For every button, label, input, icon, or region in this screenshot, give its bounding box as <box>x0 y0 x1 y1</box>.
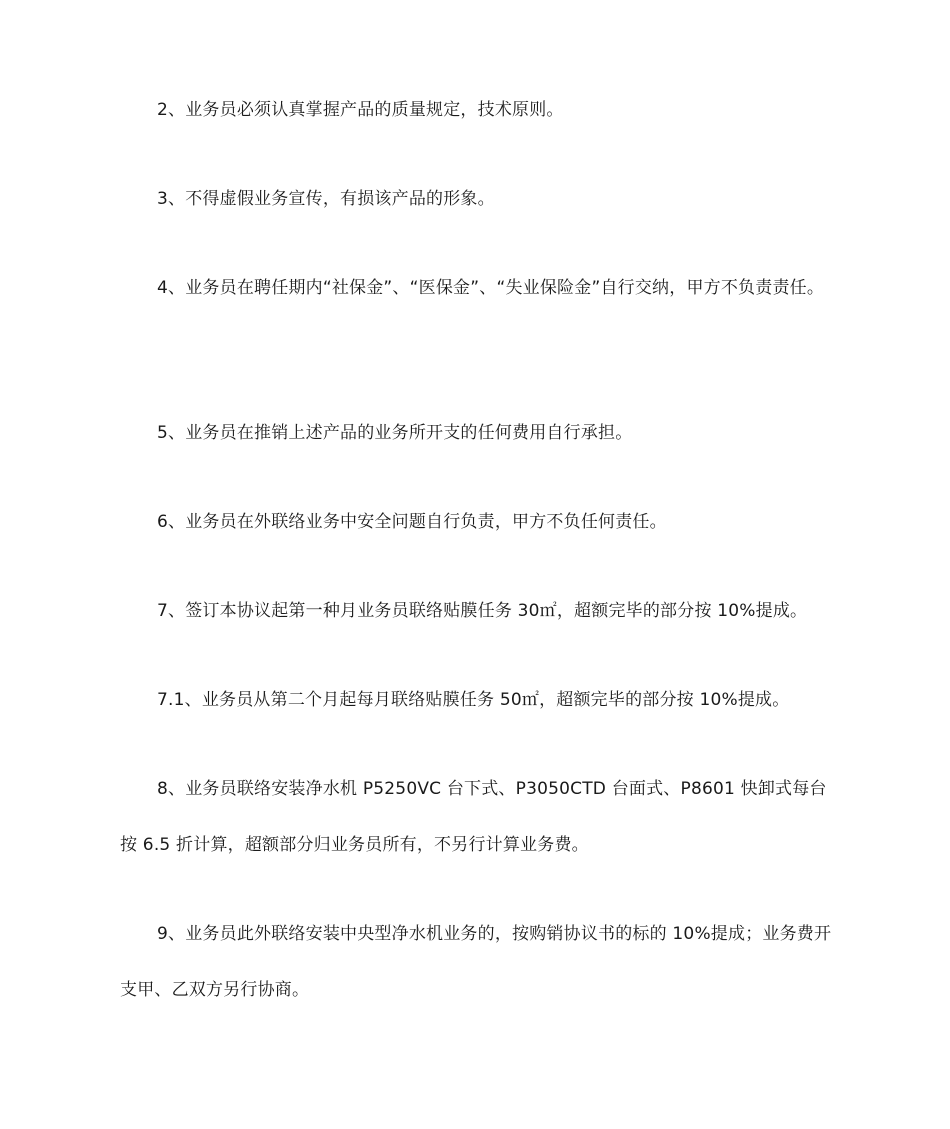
clause-4: 4、业务员在聘任期内“社保金”、“医保金”、“失业保险金”自行交纳，甲方不负责责任。 <box>157 278 825 298</box>
clause-7: 7、签订本协议起第一种月业务员联络贴膜任务 30㎡，超额完毕的部分按 10%提成。 <box>157 601 808 621</box>
clause-9: 9、业务员此外联络安装中央型净水机业务的，按购销协议书的标的 10%提成；业务费开支甲、乙双方另行协商。 <box>120 924 832 1000</box>
clause-3: 3、不得虚假业务宣传，有损该产品的形象。 <box>157 189 495 209</box>
clause-8: 8、业务员联络安装净水机 P5250VC 台下式、P3050CTD 台面式、P8601 快卸式每台按 6.5 折计算，超额部分归业务员所有，不另行计算业务费。 <box>120 779 827 855</box>
clause-6: 6、业务员在外联络业务中安全问题自行负责，甲方不负任何责任。 <box>157 512 667 532</box>
clause-7-1: 7.1、业务员从第二个月起每月联络贴膜任务 50㎡，超额完毕的部分按 10%提成。 <box>157 690 790 710</box>
clause-5: 5、业务员在推销上述产品的业务所开支的任何费用自行承担。 <box>157 423 633 443</box>
clause-2: 2、业务员必须认真掌握产品的质量规定，技术原则。 <box>157 100 564 120</box>
